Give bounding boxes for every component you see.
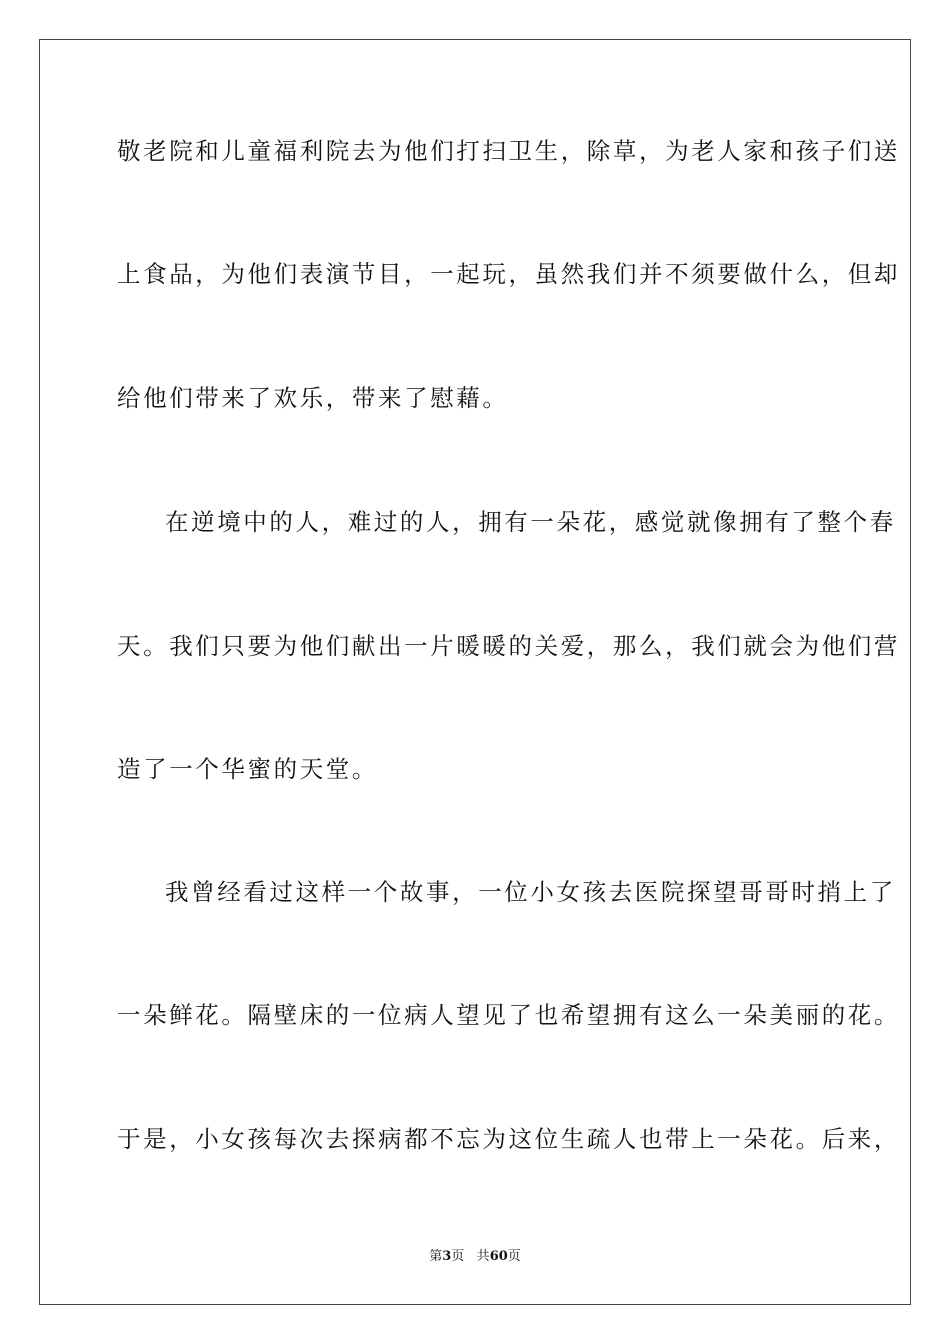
paragraph-line-2: 上食品，为他们表演节目，一起玩，虽然我们并不须要做什么，但却	[117, 260, 900, 288]
footer-page-prefix: 第	[429, 1249, 443, 1264]
paragraph-line-5: 天。我们只要为他们献出一片暖暖的关爱，那么，我们就会为他们营	[117, 632, 900, 660]
paragraph-line-9: 于是，小女孩每次去探病都不忘为这位生疏人也带上一朵花。后来，	[117, 1125, 900, 1153]
footer-total-pages: 60	[489, 1249, 508, 1264]
paragraph-line-4: 在逆境中的人，难过的人，拥有一朵花，感觉就像拥有了整个春	[165, 508, 896, 536]
page-footer	[0, 1248, 950, 1266]
footer-page-suffix: 页	[451, 1249, 465, 1264]
paragraph-line-7: 我曾经看过这样一个故事，一位小女孩去医院探望哥哥时捎上了	[165, 878, 896, 906]
paragraph-line-3: 给他们带来了欢乐，带来了慰藉。	[117, 384, 509, 412]
footer-total-suffix: 页	[507, 1249, 521, 1264]
paragraph-line-1: 敬老院和儿童福利院去为他们打扫卫生，除草，为老人家和孩子们送	[117, 137, 900, 165]
paragraph-line-6: 造了一个华蜜的天堂。	[117, 755, 378, 783]
page-border	[39, 39, 911, 1305]
footer-page-number: 3	[442, 1249, 452, 1264]
footer-total-prefix: 共	[476, 1249, 490, 1264]
paragraph-line-8: 一朵鲜花。隔壁床的一位病人望见了也希望拥有这么一朵美丽的花。	[117, 1001, 900, 1029]
